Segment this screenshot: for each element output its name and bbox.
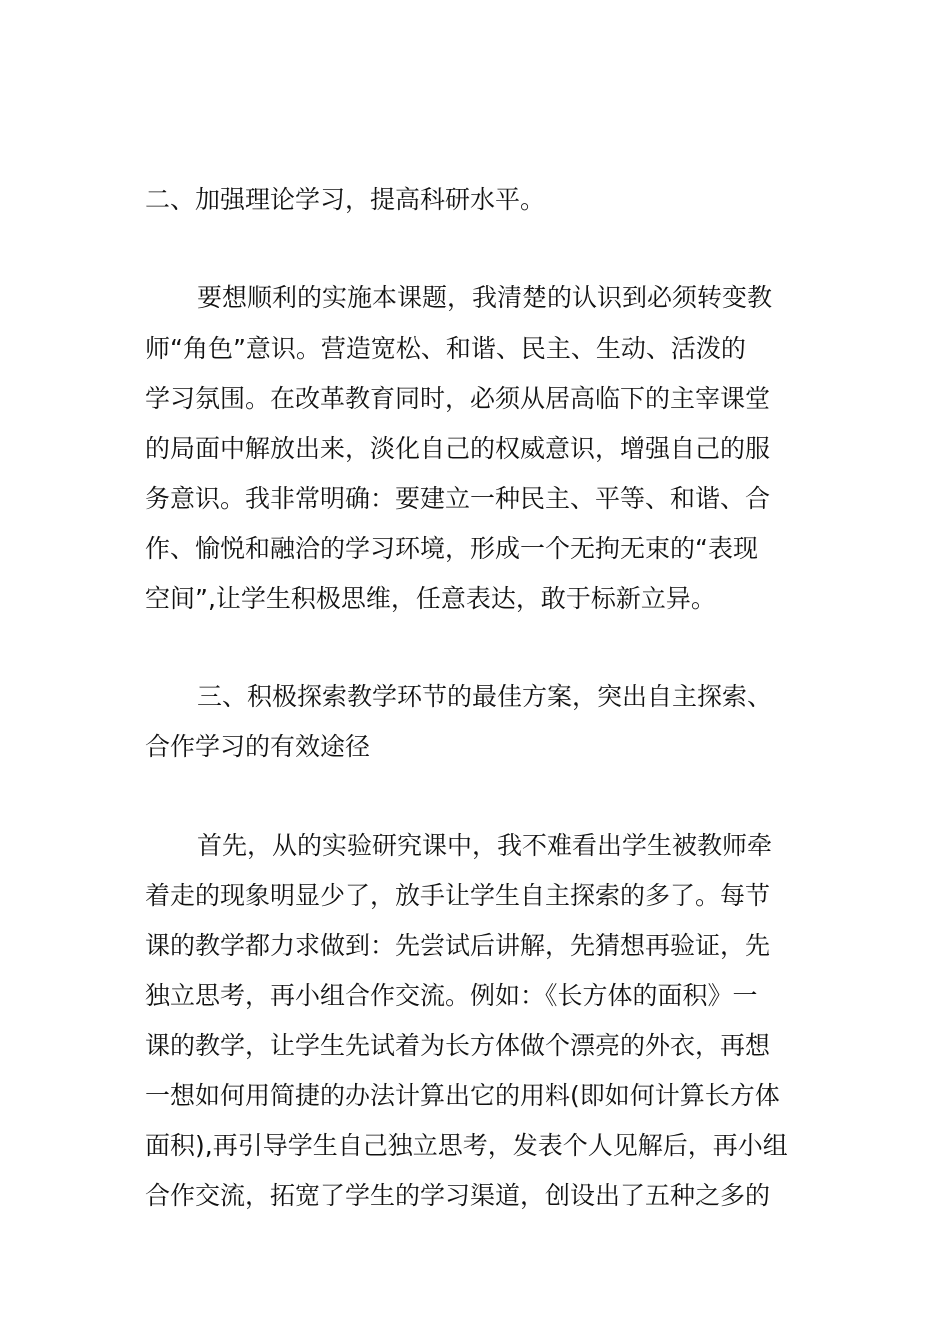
section-heading-3-cont <box>0 723 950 771</box>
paragraph-line <box>0 1122 950 1170</box>
paragraph-line <box>0 375 950 423</box>
paragraph-line <box>0 525 950 573</box>
paragraph-line <box>0 1022 950 1070</box>
paragraph-text: 空间”,让学生积极思维，任意表达，敢于标新立异。 <box>145 584 716 613</box>
paragraph-text: 学习氛围。在改革教育同时，必须从居高临下的主宰课堂 <box>145 384 771 413</box>
paragraph-line <box>0 325 950 373</box>
paragraph-text: 课的教学都力求做到：先尝试后讲解，先猜想再验证，先 <box>145 931 771 960</box>
paragraph-text: 作、愉悦和融洽的学习环境，形成一个无拘无束的“表现 <box>145 534 758 563</box>
paragraph-line <box>0 274 950 322</box>
paragraph-text: 面积),再引导学生自己独立思考，发表个人见解后，再小组 <box>145 1131 788 1160</box>
paragraph-text: 独立思考，再小组合作交流。例如：《长方体的面积》一 <box>145 981 758 1010</box>
paragraph-text: 要想顺利的实施本课题，我清楚的认识到必须转变教 <box>197 283 773 312</box>
paragraph-text: 合作交流，拓宽了学生的学习渠道，创设出了五种之多的 <box>145 1181 771 1210</box>
paragraph-line <box>0 972 950 1020</box>
heading-text: 二、加强理论学习，提高科研水平。 <box>145 185 546 214</box>
paragraph-text: 师“角色”意识。营造宽松、和谐、民主、生动、活泼的 <box>145 334 746 363</box>
paragraph-line <box>0 1172 950 1220</box>
paragraph-text: 一想如何用简捷的办法计算出它的用料(即如何计算长方体 <box>145 1081 780 1110</box>
paragraph-text: 课的教学，让学生先试着为长方体做个漂亮的外衣，再想 <box>145 1031 771 1060</box>
paragraph-line <box>0 425 950 473</box>
section-heading-2 <box>0 176 950 224</box>
paragraph-line <box>0 475 950 523</box>
paragraph-line <box>0 822 950 870</box>
section-heading-3 <box>0 673 950 721</box>
paragraph-line <box>0 872 950 920</box>
paragraph-text: 的局面中解放出来，淡化自己的权威意识，增强自己的服 <box>145 434 771 463</box>
paragraph-line <box>0 922 950 970</box>
paragraph-line <box>0 575 950 623</box>
paragraph-line <box>0 1072 950 1120</box>
paragraph-text: 着走的现象明显少了，放手让学生自主探索的多了。每节 <box>145 881 771 910</box>
paragraph-text: 务意识。我非常明确：要建立一种民主、平等、和谐、合 <box>145 484 771 513</box>
paragraph-text: 首先，从的实验研究课中，我不难看出学生被教师牵 <box>197 831 773 860</box>
heading-text: 合作学习的有效途径 <box>145 732 371 761</box>
heading-text: 三、积极探索教学环节的最佳方案，突出自主探索、 <box>197 682 773 711</box>
